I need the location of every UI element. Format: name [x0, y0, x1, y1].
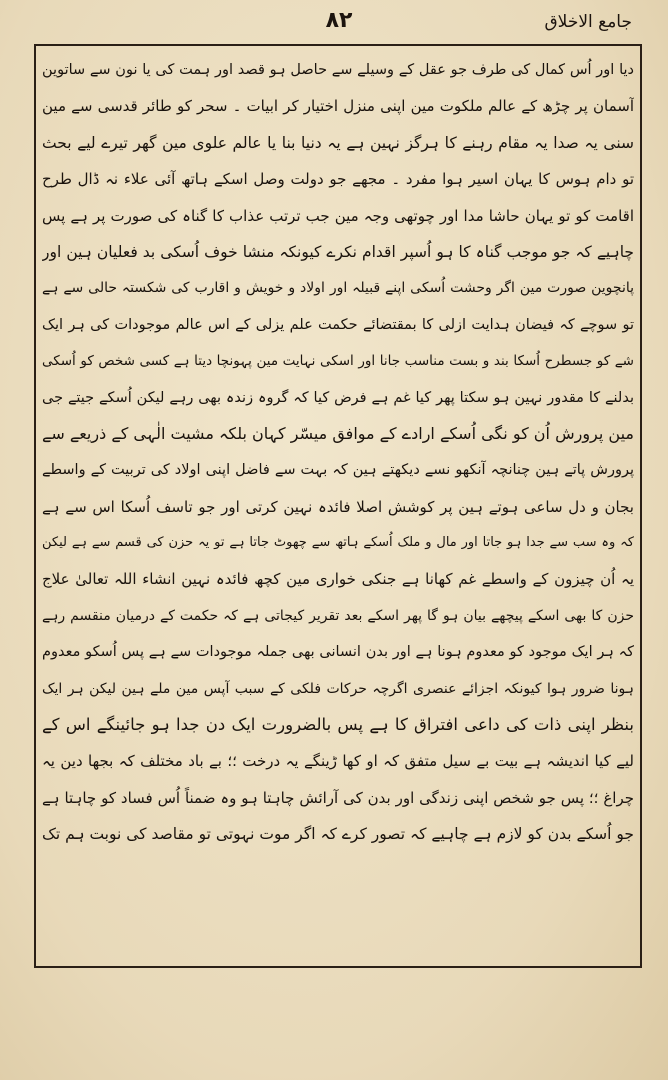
text-line: دیا اور اُس کمال کی طرف جو عقل کے وسیلے سے حاصل ہو قصد اور ہمت کی یا نون سے ساتوین	[42, 62, 634, 78]
text-line: شے کو جسطرح اُسکا بند و بست مناسب جانا اور اسکی نہایت مین پہونچا دیتا ہے کسی شخص کو اُسکی	[42, 353, 634, 370]
text-line: لیے کیا اندیشہ ہے بیت بے سیل متفق کہ او کھا ڑینگے یہ درخت ؛؛ بے باد مختلف کہ بجھا دین یہ	[42, 752, 634, 771]
body-text	[42, 52, 634, 960]
text-line: بنظر اپنی ذات کی داعی افتراق کا ہے پس بالضرورت ایک دن جدا ہو جائینگے اس کے	[42, 715, 634, 735]
text-line: تو سوچے کہ فیضان ہدایت ازلی کا بمقتضائے حکمت علم یزلی کے اس عالم موجودات کی ہر ایک	[42, 316, 634, 333]
text-line: حزن کا بھی اسکے پیچھے بیان ہو گا پھر اسکے بعد تقریر کیجاتی ہے کہ حکمت کے درمیان منقسم رہے	[42, 607, 634, 624]
running-title: جامع الاخلاق	[544, 12, 632, 32]
text-line: چاہیے کہ جو موجب گناہ کا ہو اُسپر اقدام نکرے کیونکہ منشا خوف اُسکی بد فعلیان ہین اور	[42, 242, 634, 261]
text-line: چراغ ؛؛ پس جو شخص اپنی زندگی اور بدن کی آرائش چاہتا ہو وہ ضمناً اُس فساد کو چاہتا ہے	[42, 788, 634, 807]
text-line: بجان و دل ساعی ہوتے ہین پر کوشش اصلا فائدہ نہین کرتی اور جو تاسف اُسکا اس سے ہے	[42, 497, 634, 516]
text-line: بدلنے کا مقدور نہین ہو سکتا پھر کیا غم ہے فرض کیا کہ گروہ زندہ بھی رہے لیکن اُسکے جیتے جی	[42, 389, 634, 406]
text-line: آسمان پر چڑھ کے عالم ملکوت مین اپنی منزل اختیار کر ابیات ۔ سحر کو طائر قدسی سے مین	[42, 97, 634, 116]
text-line: پانچوین صورت مین اگر وحشت اُسکی اپنے قبیلہ اور اولاد و خویش و اقارب کی شکستہ حالی سے ہے	[42, 280, 634, 297]
text-line: تو دام ہوس کا یہان اسیر ہوا مفرد ۔ مجھے جو دولت وصل اسکے ہاتھ آئی علاء نہ ڈال طرح	[42, 170, 634, 189]
text-line: سنی یہ صدا یہ مقام رہنے کا ہرگز نہین ہے یہ دنیا بنا یا عالم علوی مین گھر تیرے لیے بحث	[42, 133, 634, 152]
text-line: کہ ہر ایک موجود کو معدوم ہونا ہے اور بدن انسانی بھی جملہ موجودات سے ہے پس اُسکو معدوم	[42, 644, 634, 661]
text-line: پرورش پاتے ہین چنانچہ آنکھو نسے دیکھتے ہین کہ بہت سے فاضل اپنی اولاد کی تربیت کے واسطے	[42, 462, 634, 479]
page-number: ٨٢	[325, 8, 353, 33]
page-header	[36, 8, 642, 42]
text-line: کہ وہ سب سے جدا ہو جاتا اور مال و ملک اُسکے ہاتھ سے چھوٹ جاتا ہے تو یہ حزن کی قسم سے ہے لیکن	[42, 535, 634, 551]
text-frame	[34, 44, 642, 968]
page-bottom-margin	[0, 968, 668, 1080]
text-line: ہونا ضرور ہوا کیونکہ اجزائے عنصری اگرچہ حرکات فلکی کے سبب آپس مین ملے ہین لیکن ہر ایک	[42, 680, 634, 697]
text-line: مین پرورش اُن کو نگی اُسکے ارادے کے موافق میسّر کہان بلکہ مشیت الٰہی کے ذریعے سے	[42, 423, 634, 443]
text-line: جو اُسکے بدن کو لازم ہے چاہیے کہ تصور کرے کہ اگر موت نہوتی تو مقاصد کی نوبت ہم تک	[42, 825, 634, 844]
text-line: اقامت کو تو یہان حاشا مدا اور چوتھی وجہ مین جب ترتب عذاب کا گناہ کی صورت پر ہے پس	[42, 206, 634, 225]
text-line: یہ اُن چیزون کے واسطے غم کھانا ہے جنکی خواری مین کچھ فائدہ نہین انشاء اللہ تعالیٰ علاج	[42, 570, 634, 589]
